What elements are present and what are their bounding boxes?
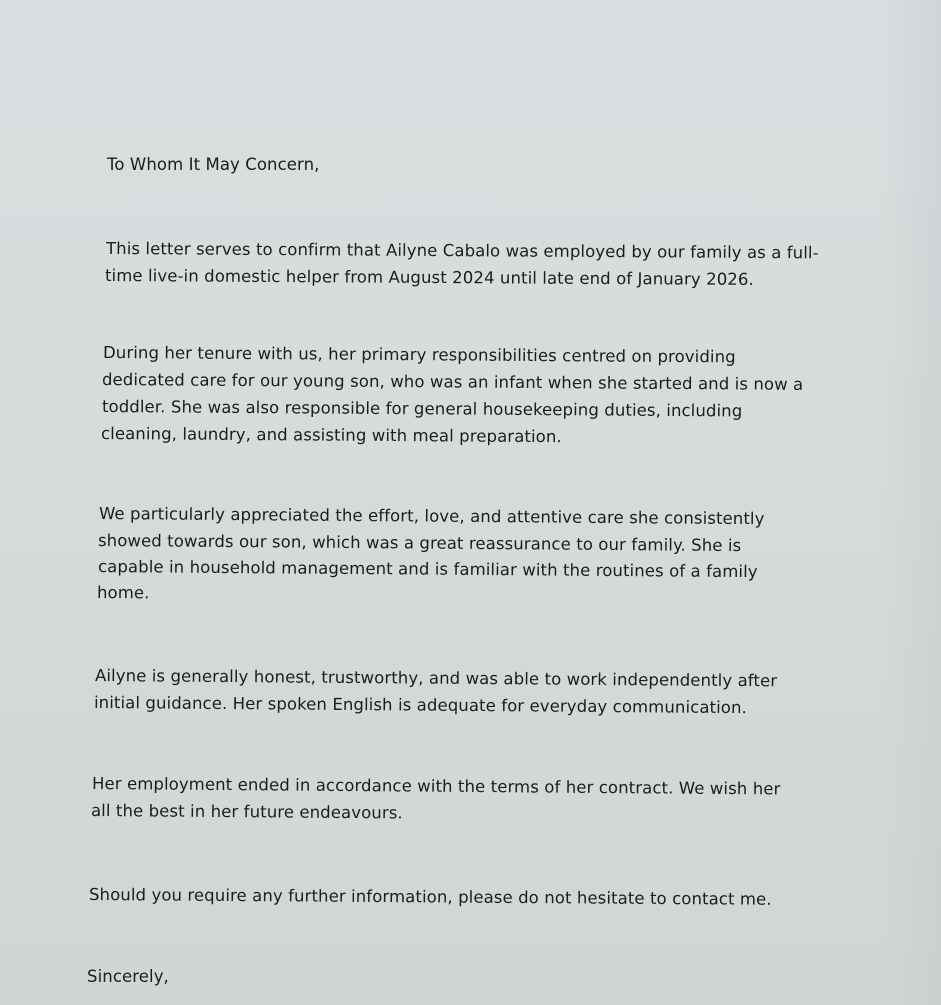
paragraph-2-line-4: cleaning, laundry, and assisting with meal preparation.	[100, 424, 562, 447]
paragraph-1-line-1: This letter serves to confirm that Ailyne Cabalo was employed by our family as a full-	[105, 239, 819, 263]
closing: Sincerely,	[87, 967, 169, 986]
paragraph-6-line-1: Should you require any further information, please do not hesitate to contact me.	[88, 885, 772, 909]
paragraph-3-line-3: capable in household management and is familiar with the routines of a family	[97, 557, 758, 582]
paragraph-2-line-1: During her tenure with us, her primary responsibilities centred on providing	[102, 343, 736, 367]
paragraph-2-line-2: dedicated care for our young son, who was an infant when she started and is now a	[101, 370, 804, 394]
paragraph-3-line-4: home.	[96, 583, 150, 603]
salutation: To Whom It May Concern,	[107, 155, 320, 174]
paragraph-4-line-2: initial guidance. Her spoken English is adequate for everyday communication.	[93, 693, 748, 718]
paragraph-3-line-1: We particularly appreciated the effort, love, and attentive care she consistently	[98, 504, 765, 529]
paragraph-2-line-3: toddler. She was also responsible for general housekeeping duties, including	[101, 397, 743, 421]
paragraph-3-line-2: showed towards our son, which was a great reassurance to our family. She is	[97, 531, 742, 556]
paragraph-1-line-2: time live-in domestic helper from August 2024 until late end of January 2026.	[104, 266, 754, 289]
paragraph-4-line-1: Ailyne is generally honest, trustworthy, and was able to work independently after	[94, 666, 778, 691]
paragraph-5-line-1: Her employment ended in accordance with the terms of her contract. We wish her	[91, 774, 781, 799]
paragraph-5-line-2: all the best in her future endeavours.	[90, 801, 403, 823]
paper-shadow	[881, 0, 941, 1005]
